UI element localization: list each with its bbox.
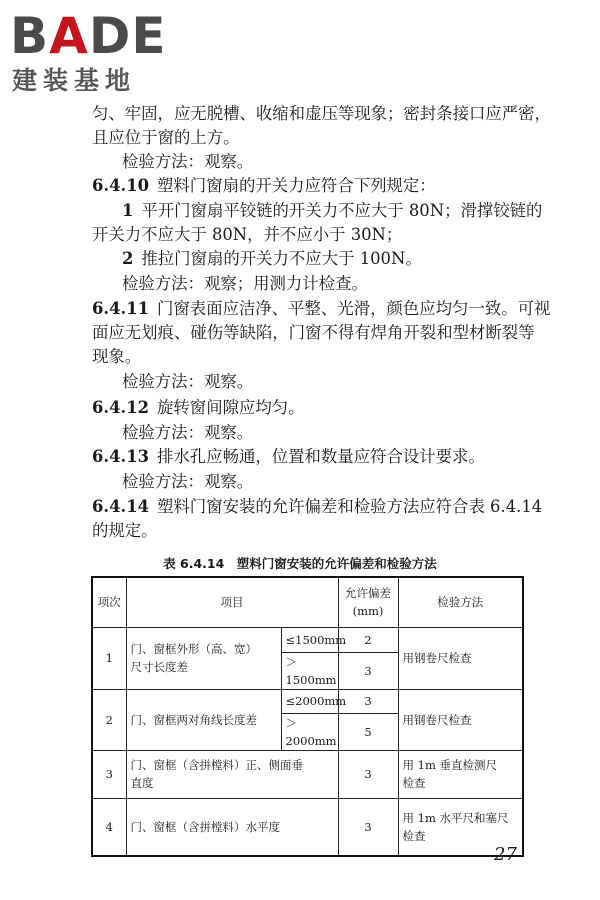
- clause-6-4-14: [92, 495, 543, 519]
- inspection-method: 检验方法：观察；用测力计检查。: [122, 274, 368, 293]
- item-number: 1: [122, 201, 134, 220]
- clause-number: 6.4.12: [92, 398, 150, 417]
- row-no: 2: [92, 689, 126, 750]
- clause-text: 塑料门窗扇的开关力应符合下列规定：: [157, 176, 436, 195]
- inspection-method: 检验方法：观察。: [122, 472, 254, 491]
- clause-number: 6.4.13: [92, 447, 150, 466]
- item-text: 推拉门窗扇的开关力不应大于 100N。: [141, 249, 422, 268]
- list-item: [122, 199, 562, 223]
- paragraph-line: 开关力不应大于 80N，并不应小于 30N；: [92, 225, 403, 244]
- clause-6-4-13: [92, 445, 532, 469]
- logo: [8, 6, 176, 98]
- paragraph-line: 的规定。: [92, 521, 158, 540]
- paragraph-line: 匀、牢固，应无脱槽、收缩和虚压等现象；密封条接口应严密，: [92, 104, 551, 123]
- inspection-method: 检验方法：观察。: [122, 372, 254, 391]
- row-deviation: 2: [338, 627, 398, 652]
- row-item: 门、窗框（含拼樘料）正、侧面垂 直度: [126, 750, 338, 798]
- paragraph-line: 面应无划痕、碰伤等缺陷，门窗不得有焊角开裂和型材断裂等: [92, 323, 535, 342]
- row-deviation: 3: [338, 652, 398, 689]
- clause-number: 6.4.10: [92, 176, 150, 195]
- clause-text: 塑料门窗安装的允许偏差和检验方法应符合表 6.4.14: [157, 497, 543, 516]
- row-item: 门、窗框两对角线长度差: [126, 689, 281, 750]
- logo-subtitle: 建装基地: [12, 66, 137, 95]
- row-no: 4: [92, 798, 126, 856]
- clause-number: 6.4.11: [92, 299, 150, 318]
- row-deviation: 3: [338, 798, 398, 856]
- header-method: 检验方法: [398, 577, 523, 627]
- row-condition: ＞1500mm: [281, 652, 338, 689]
- table-row: [92, 627, 523, 652]
- row-method: 用钢卷尺检查: [398, 627, 523, 689]
- row-deviation: 5: [338, 713, 398, 750]
- clause-text: 门窗表面应洁净、平整、光滑，颜色应均匀一致。可视: [157, 299, 551, 318]
- clause-text: 排水孔应畅通，位置和数量应符合设计要求。: [157, 447, 485, 466]
- header-item: 项目: [126, 577, 338, 627]
- inspection-method: 检验方法：观察。: [122, 423, 254, 442]
- list-item: [122, 247, 562, 271]
- clause-6-4-11: [92, 297, 551, 321]
- row-deviation: 3: [338, 689, 398, 713]
- paragraph-line: 现象。: [92, 347, 142, 366]
- clause-text: 旋转窗间隙应均匀。: [157, 398, 305, 417]
- table-row: [92, 689, 523, 713]
- clause-6-4-12: [92, 396, 532, 420]
- row-deviation: 3: [338, 750, 398, 798]
- clause-6-4-10: [92, 174, 532, 198]
- paragraph-line: 且应位于窗的上方。: [92, 128, 240, 147]
- row-method: 用 1m 水平尺和塞尺 检查: [398, 798, 523, 856]
- table-row: [92, 750, 523, 798]
- logo-wordmark: BADE: [10, 7, 167, 65]
- inspection-method: 检验方法：观察。: [122, 152, 254, 171]
- table-caption: 表 6.4.14 塑料门窗安装的允许偏差和检验方法: [163, 556, 437, 571]
- table-row: [92, 798, 523, 856]
- row-no: 1: [92, 627, 126, 689]
- tolerance-table: [91, 576, 524, 857]
- row-condition: ≤2000mm: [281, 689, 338, 713]
- row-condition: ＞2000mm: [281, 713, 338, 750]
- row-item: 门、窗框外形（高、宽） 尺寸长度差: [126, 627, 281, 689]
- table-header-row: [92, 577, 523, 627]
- row-method: 用 1m 垂直检测尺 检查: [398, 750, 523, 798]
- page-number: 27: [494, 844, 517, 865]
- item-number: 2: [122, 249, 134, 268]
- header-no: 项次: [92, 577, 126, 627]
- item-text: 平开门窗扇平铰链的开关力不应大于 80N；滑撑铰链的: [141, 201, 543, 220]
- clause-number: 6.4.14: [92, 497, 150, 516]
- row-no: 3: [92, 750, 126, 798]
- row-method: 用钢卷尺检查: [398, 689, 523, 750]
- row-condition: ≤1500mm: [281, 627, 338, 652]
- row-item: 门、窗框（含拼樘料）水平度: [126, 798, 338, 856]
- header-deviation: 允许偏差 (mm): [338, 577, 398, 627]
